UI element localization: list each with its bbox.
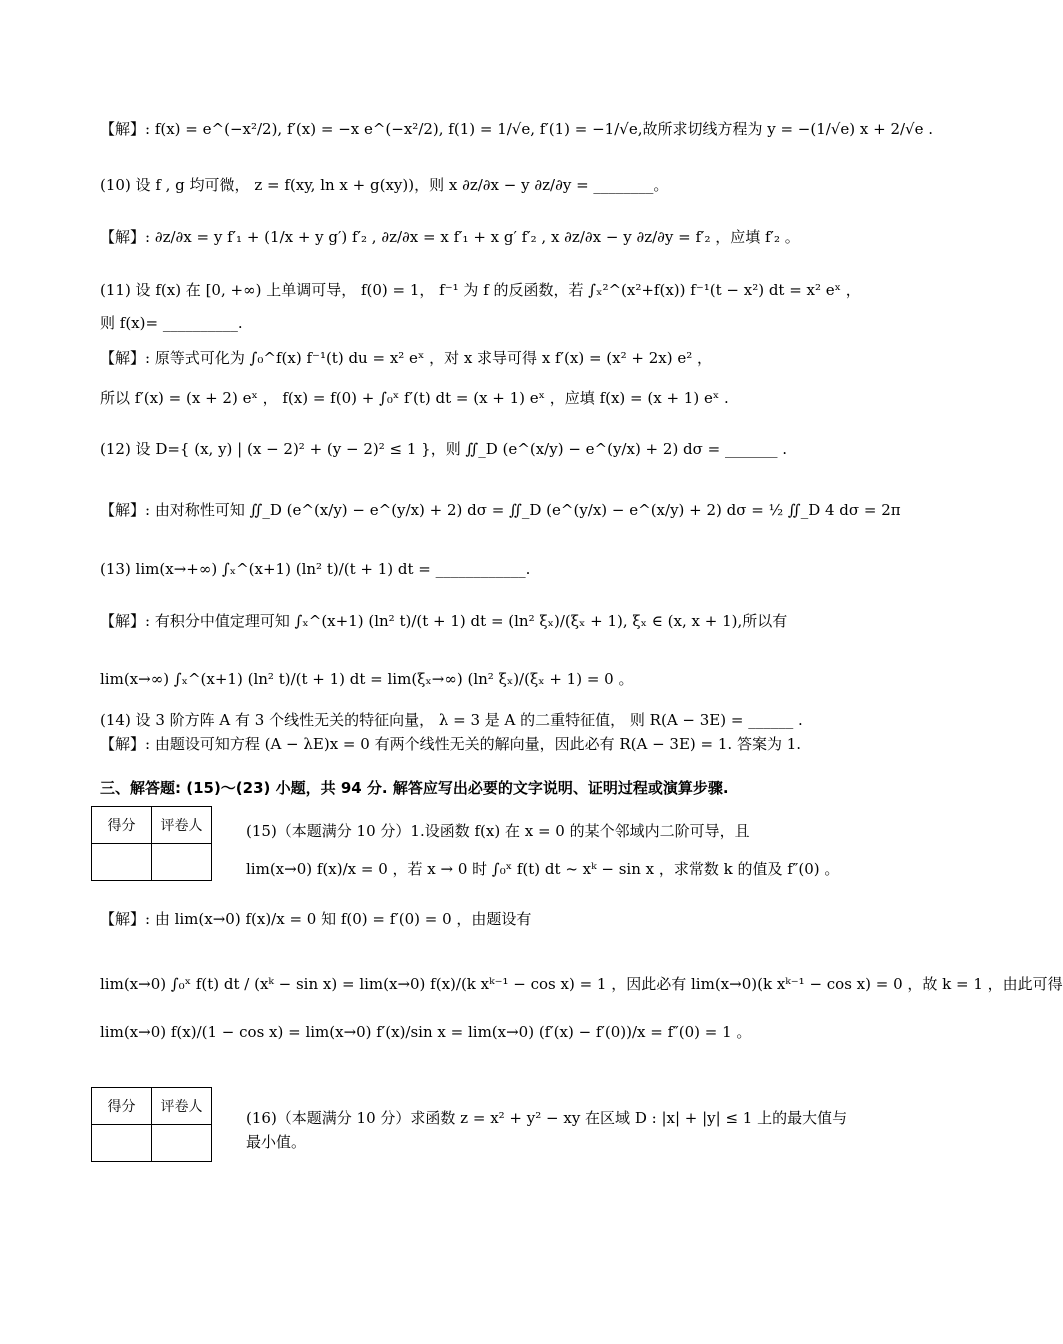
solution-11-a: 【解】: 原等式可化为 ∫₀^f(x) f⁻¹(t) du = x² eˣ ，对 x 求导可得 x f′(x) = (x² + 2x) e² ， [100,349,712,367]
problem-11: (11) 设 f(x) 在 [0, +∞) 上单调可导， f(0) = 1， f⁻¹ 为 f 的反函数，若 ∫ₓ²^(x²+f(x)) f⁻¹(t − x²) dt = x² eˣ ， [100,281,861,299]
grader-label: 评卷人 [152,1088,212,1125]
score-label: 得分 [92,1088,152,1125]
section-heading: 三、解答题: (15)～(23) 小题，共 94 分. 解答应写出必要的文字说明、证明过程或演算步骤. [100,779,729,797]
problem-11-answer-blank: 则 f(x)= __________. [100,314,243,332]
grader-cell [152,1125,212,1162]
score-table-15 [91,806,212,881]
problem-13: (13) lim(x→+∞) ∫ₓ^(x+1) (ln² t)/(t + 1) dt = ____________. [100,560,531,578]
score-cell [92,1125,152,1162]
solution-15-c: lim(x→0) f(x)/(1 − cos x) = lim(x→0) f′(x)/sin x = lim(x→0) (f′(x) − f′(0))/x = f″(0) = 1 。 [100,1023,752,1041]
problem-16: (16)（本题满分 10 分）求函数 z = x² + y² − xy 在区域 D : |x| + |y| ≤ 1 上的最大值与最小值。 [246,1109,848,1151]
grader-label: 评卷人 [152,807,212,844]
problem-14: (14) 设 3 阶方阵 A 有 3 个线性无关的特征向量， λ = 3 是 A 的二重特征值， 则 R(A − 3E) = ______ . [100,711,803,729]
solution-13-a: 【解】: 有积分中值定理可知 ∫ₓ^(x+1) (ln² t)/(t + 1) dt = (ln² ξₓ)/(ξₓ + 1), ξₓ ∈ (x, x + 1),所以有 [100,612,788,630]
solution-15-b: lim(x→0) ∫₀ˣ f(t) dt / (xᵏ − sin x) = lim(x→0) f(x)/(k xᵏ⁻¹ − cos x) = 1 ，因此必有 lim(x→0)(k xᵏ⁻¹ − cos x) = 0 ，故 k = 1 ，由此可得 [100,975,1063,993]
solution-10: 【解】: ∂z/∂x = y f′₁ + (1/x + y g′) f′₂ , ∂z/∂x = x f′₁ + x g′ f′₂ , x ∂z/∂x − y ∂z/∂y = f′₂ ，应填 f′₂ 。 [100,228,800,246]
score-label: 得分 [92,807,152,844]
solution-11-b: 所以 f′(x) = (x + 2) eˣ ， f(x) = f(0) + ∫₀ˣ f′(t) dt = (x + 1) eˣ ，应填 f(x) = (x + 1) eˣ . [100,389,729,407]
problem-15-a: (15)（本题满分 10 分）1.设函数 f(x) 在 x = 0 的某个邻域内二阶可导，且 [246,822,750,840]
grader-cell [152,844,212,881]
solution-13-b: lim(x→∞) ∫ₓ^(x+1) (ln² t)/(t + 1) dt = lim(ξₓ→∞) (ln² ξₓ)/(ξₓ + 1) = 0 。 [100,670,634,688]
solution-12: 【解】: 由对称性可知 ∬_D (e^(x/y) − e^(y/x) + 2) dσ = ∬_D (e^(y/x) − e^(x/y) + 2) dσ = ½ ∬_D 4 dσ = 2π [100,501,901,519]
problem-10: (10) 设 f , g 均可微， z = f(xy, ln x + g(xy))，则 x ∂z/∂x − y ∂z/∂y = ________。 [100,176,669,194]
score-table-16 [91,1087,212,1162]
solution-9: 【解】: f(x) = e^(−x²/2), f′(x) = −x e^(−x²/2), f(1) = 1/√e, f′(1) = −1/√e,故所求切线方程为 y = −(1/√e) x + 2/√e . [100,120,934,138]
score-cell [92,844,152,881]
solution-14: 【解】: 由题设可知方程 (A − λE)x = 0 有两个线性无关的解向量，因此必有 R(A − 3E) = 1. 答案为 1. [100,735,802,753]
solution-15-a: 【解】: 由 lim(x→0) f(x)/x = 0 知 f(0) = f′(0) = 0 ，由题设有 [100,910,532,928]
problem-12: (12) 设 D={ (x, y) | (x − 2)² + (y − 2)² ≤ 1 }，则 ∬_D (e^(x/y) − e^(y/x) + 2) dσ = _______ . [100,440,788,458]
problem-15-b: lim(x→0) f(x)/x = 0 ，若 x → 0 时 ∫₀ˣ f(t) dt ~ xᵏ − sin x ，求常数 k 的值及 f″(0) 。 [246,860,840,878]
